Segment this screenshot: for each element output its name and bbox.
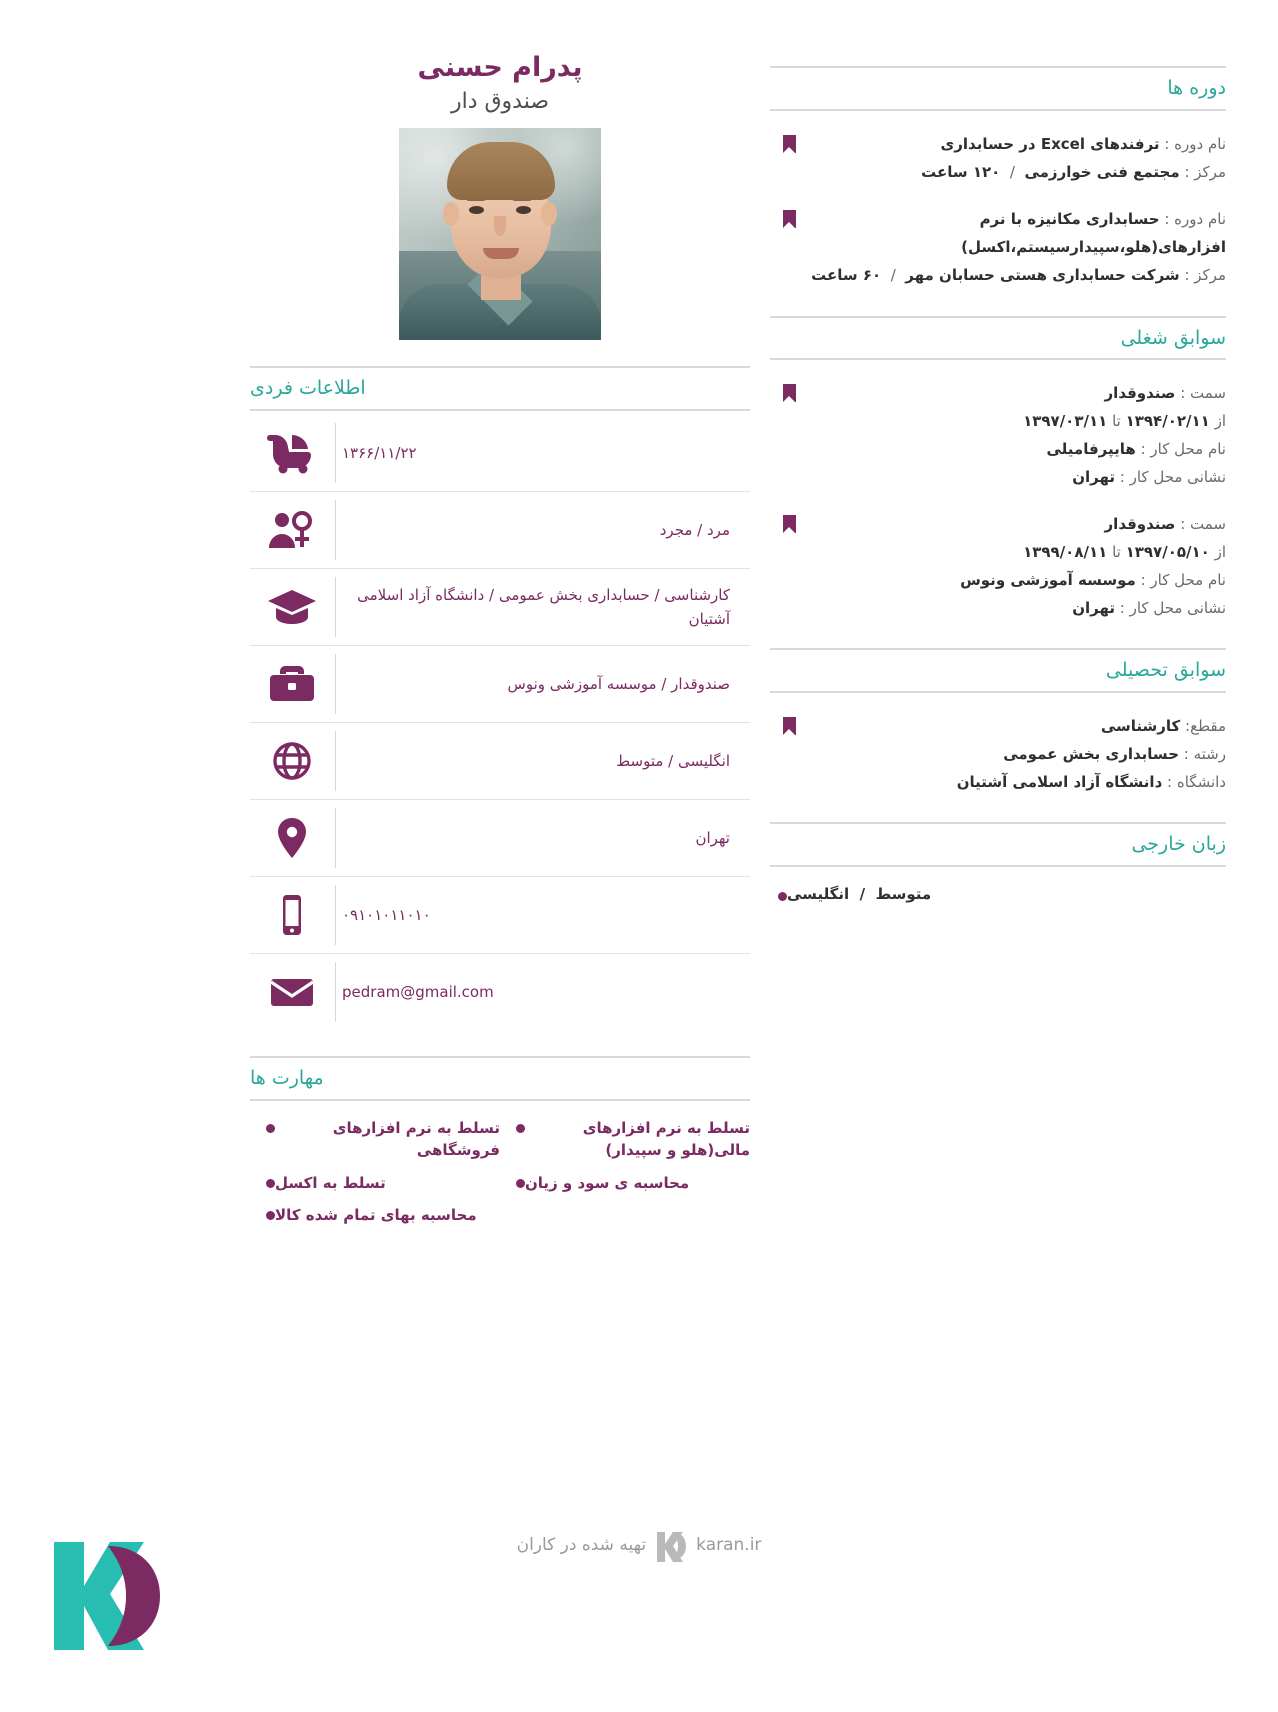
bookmark-icon <box>783 135 796 153</box>
info-row-email <box>250 954 750 1030</box>
work-place-line <box>796 567 1226 595</box>
bookmark-icon <box>783 717 796 735</box>
course-body <box>796 206 1226 289</box>
language-separator: / <box>849 885 876 904</box>
work-position-line <box>796 380 1226 408</box>
work-date-line <box>796 539 1226 567</box>
bookmark-icon <box>783 515 796 533</box>
skill-item <box>500 1117 750 1162</box>
skill-label: تسلط به اکسل <box>275 1173 386 1192</box>
info-value-city: تهران <box>695 828 730 847</box>
footer-text: تهیه شده در کاران <box>516 1535 647 1555</box>
primary-column <box>230 40 760 1237</box>
language-entry <box>770 885 1226 903</box>
education-field-line <box>796 741 1226 769</box>
photo-brow-right <box>512 196 532 201</box>
candidate-job-title: صندوق دار <box>450 89 550 114</box>
work-body <box>796 380 1226 491</box>
bookmark-marker <box>770 380 796 491</box>
section-education <box>770 648 1226 796</box>
course-entry <box>770 131 1226 187</box>
course-center-line <box>796 262 1226 290</box>
page-footer <box>0 1462 1278 1712</box>
work-from-value: ۱۳۹۴/۰۲/۱۱ <box>1125 412 1210 431</box>
section-language <box>770 822 1226 903</box>
footer-site[interactable]: karan.ir <box>696 1535 762 1555</box>
work-from-value: ۱۳۹۷/۰۵/۱۰ <box>1125 543 1210 562</box>
info-divider <box>335 500 336 560</box>
skill-label: محاسبه ی سود و زیان <box>525 1173 690 1192</box>
secondary-column <box>760 40 1248 1237</box>
bookmark-icon <box>783 210 796 228</box>
info-row-education <box>250 569 750 646</box>
work-place-value: موسسه آموزشی ونوس <box>960 570 1136 589</box>
info-divider <box>335 885 336 945</box>
info-divider <box>335 962 336 1022</box>
work-position-value: صندوقدار <box>1104 515 1176 534</box>
bookmark-marker <box>770 713 796 796</box>
info-divider <box>335 423 336 483</box>
section-skills <box>250 1056 750 1237</box>
photo-nose <box>494 216 506 236</box>
info-row-language <box>250 723 750 800</box>
education-degree-line <box>796 713 1226 741</box>
envelope-icon <box>250 971 335 1013</box>
work-heading: سوابق شغلی <box>770 316 1226 361</box>
skills-column-left <box>500 1117 750 1237</box>
bookmark-marker <box>770 511 796 622</box>
work-place-label: نام محل کار : <box>1140 570 1226 589</box>
course-name-value: حسابداری مکانیزه با نرم افزارهای(هلو،سپیدارسیستم،اکسل) <box>961 210 1226 257</box>
mobile-phone-icon <box>250 893 335 937</box>
education-university-value: دانشگاه آزاد اسلامی آشتیان <box>956 772 1163 791</box>
skills-grid <box>250 1117 750 1237</box>
education-heading: سوابق تحصیلی <box>770 648 1226 693</box>
education-field-label: رشته : <box>1183 744 1226 763</box>
education-entry <box>770 713 1226 796</box>
course-entry <box>770 206 1226 289</box>
skill-item <box>250 1117 500 1162</box>
info-row-birthdate <box>250 415 750 492</box>
info-row-city <box>250 800 750 877</box>
language-heading: زبان خارجی <box>770 822 1226 867</box>
photo-ear-left <box>443 202 459 226</box>
info-row-job <box>250 646 750 723</box>
bullet-icon <box>266 1179 275 1188</box>
work-to-value: ۱۳۹۷/۰۳/۱۱ <box>1023 412 1108 431</box>
bullet-icon <box>266 1124 275 1133</box>
photo-hair <box>447 142 555 200</box>
work-from-label: از <box>1214 412 1226 431</box>
course-body <box>796 131 1226 187</box>
bullet-icon <box>516 1179 525 1188</box>
work-to-value: ۱۳۹۹/۰۸/۱۱ <box>1023 543 1108 562</box>
candidate-photo <box>399 128 601 340</box>
course-hours-value: ۱۲۰ ساعت <box>921 162 1001 181</box>
work-to-label: تا <box>1112 412 1121 431</box>
education-field-value: حسابداری بخش عمومی <box>1003 744 1180 763</box>
course-separator: / <box>1005 162 1020 181</box>
education-body <box>796 713 1226 796</box>
bullet-icon <box>516 1124 525 1133</box>
info-divider <box>335 808 336 868</box>
course-name-line <box>796 206 1226 262</box>
bullet-icon <box>266 1211 275 1220</box>
info-value-email: pedram@gmail.com <box>342 982 494 1001</box>
section-courses <box>770 66 1226 290</box>
work-body <box>796 511 1226 622</box>
education-university-label: دانشگاه : <box>1167 772 1226 791</box>
education-degree-label: مقطع: <box>1185 717 1226 736</box>
work-position-line <box>796 511 1226 539</box>
education-degree-value: کارشناسی <box>1100 717 1181 736</box>
course-hours-value: ۶۰ ساعت <box>811 265 882 284</box>
location-pin-icon <box>250 816 335 860</box>
info-value-language: انگلیسی / متوسط <box>616 751 730 770</box>
work-address-line <box>796 464 1226 492</box>
course-center-label: مرکز : <box>1184 162 1226 181</box>
work-address-label: نشانی محل کار : <box>1119 467 1226 486</box>
work-position-label: سمت : <box>1180 515 1226 534</box>
work-place-line <box>796 436 1226 464</box>
skills-column-right <box>250 1117 500 1237</box>
section-work-history <box>770 316 1226 623</box>
course-separator: / <box>885 265 901 284</box>
work-address-value: تهران <box>1072 598 1116 617</box>
bullet-icon <box>778 892 787 901</box>
karan-mark-icon <box>654 1528 688 1562</box>
course-center-value: شرکت حسابداری هستی حسابان مهر <box>905 265 1180 284</box>
work-to-label: تا <box>1112 543 1121 562</box>
work-entry <box>770 380 1226 491</box>
photo-mouth <box>483 248 519 259</box>
graduation-cap-icon <box>250 586 335 628</box>
work-place-label: نام محل کار : <box>1140 439 1226 458</box>
language-level: متوسط <box>875 885 932 904</box>
course-center-value: مجتمع فنی خوارزمی <box>1024 162 1180 181</box>
bookmark-marker <box>770 131 796 187</box>
info-divider <box>335 654 336 714</box>
info-row-gender <box>250 492 750 569</box>
info-row-phone <box>250 877 750 954</box>
work-place-value: هایپرفامیلی <box>1046 439 1136 458</box>
work-entry <box>770 511 1226 622</box>
work-position-label: سمت : <box>1180 384 1226 403</box>
skill-item <box>250 1172 500 1195</box>
photo-eye-left <box>469 206 484 214</box>
skill-label: تسلط به نرم افزارهای مالی(هلو و سپیدار) <box>582 1118 750 1160</box>
baby-stroller-icon <box>250 432 335 474</box>
course-center-line <box>796 159 1226 187</box>
briefcase-icon <box>250 663 335 705</box>
work-date-line <box>796 408 1226 436</box>
info-value-birthdate: ۱۳۶۶/۱۱/۲۲ <box>342 443 417 462</box>
identity-block <box>250 52 750 340</box>
gender-people-icon <box>250 509 335 551</box>
info-value-job: صندوقدار / موسسه آموزشی ونوس <box>507 674 730 693</box>
footer-credit <box>0 1528 1278 1562</box>
language-name: انگلیسی <box>787 885 850 904</box>
work-from-label: از <box>1214 543 1226 562</box>
photo-eye-right <box>516 206 531 214</box>
education-university-line <box>796 769 1226 797</box>
info-divider <box>335 731 336 791</box>
course-name-label: نام دوره : <box>1164 134 1226 153</box>
personal-info-heading: اطلاعات فردی <box>250 366 750 411</box>
photo-ear-right <box>541 202 557 226</box>
work-address-line <box>796 595 1226 623</box>
skill-item <box>250 1204 500 1227</box>
course-center-label: مرکز : <box>1184 265 1226 284</box>
skills-heading: مهارت ها <box>250 1056 750 1101</box>
work-address-value: تهران <box>1072 467 1116 486</box>
candidate-name: پدرام حسنی <box>417 52 583 83</box>
work-position-value: صندوقدار <box>1104 384 1176 403</box>
globe-icon <box>250 740 335 782</box>
personal-info-list <box>250 415 750 1030</box>
section-personal-info <box>250 366 750 1030</box>
course-name-value: ترفندهای Excel در حسابداری <box>940 134 1160 153</box>
bookmark-marker <box>770 206 796 289</box>
photo-brow-left <box>466 196 486 201</box>
course-name-line <box>796 131 1226 159</box>
info-value-phone: ۰۹۱۰۱۰۱۱۰۱۰ <box>342 905 431 924</box>
work-address-label: نشانی محل کار : <box>1119 598 1226 617</box>
skill-item <box>500 1172 750 1195</box>
courses-heading: دوره ها <box>770 66 1226 111</box>
skill-label: تسلط به نرم افزارهای فروشگاهی <box>332 1118 500 1160</box>
info-value-education: کارشناسی / حسابداری بخش عمومی / دانشگاه آزاد اسلامی آشتیان <box>357 585 730 628</box>
info-value-gender: مرد / مجرد <box>659 520 730 539</box>
skill-label: محاسبه بهای تمام شده کالا <box>275 1206 477 1225</box>
bookmark-icon <box>783 384 796 402</box>
info-divider <box>335 577 336 637</box>
course-name-label: نام دوره : <box>1164 210 1226 229</box>
